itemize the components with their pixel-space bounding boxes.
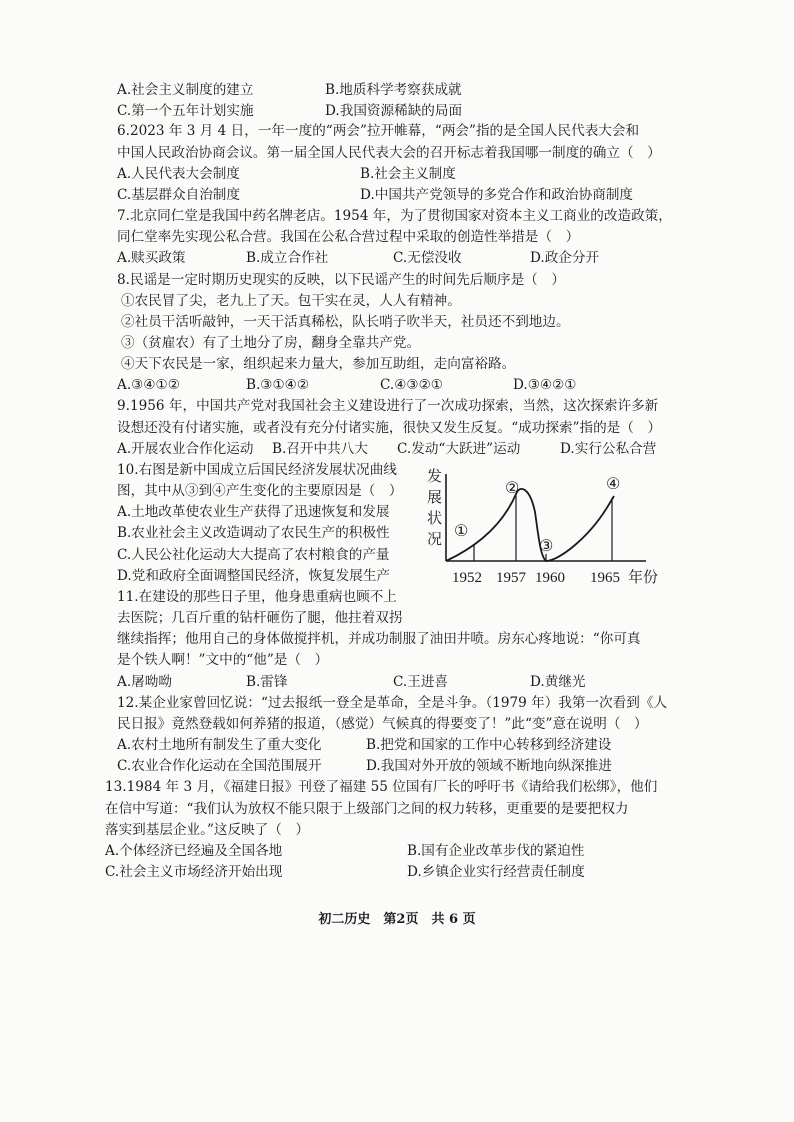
q12-stem-1: 12.某企业家曾回忆说：“过去报纸一登全是革命，全是斗争。（1979 年）我第一次看到《人 — [117, 695, 668, 711]
q9-option-a: A.开展农业合作化运动 — [117, 441, 254, 457]
q8-item-2: ②社员干活听敲钟，一天干活真稀松，队长哨子吹半天，社员还不到地边。 — [121, 314, 570, 330]
q11-option-a: A.屠呦呦 — [117, 674, 172, 690]
q8-item-1: ①农民冒了尖，老九上了天。包干实在灵，人人有精神。 — [121, 293, 461, 309]
q8-item-3: ③（贫雇农）有了土地分了房，翻身全靠共产党。 — [121, 335, 421, 351]
q10-stem-1: 10.右图是新中国成立后国民经济发展状况曲线 — [117, 462, 397, 478]
q7-stem-2: 同仁堂率先实现公私合营。我国在公私合营过程中采取的创造性举措是（ ） — [117, 229, 580, 245]
ylabel-char-3: 状 — [427, 511, 443, 527]
marker-2: ② — [505, 478, 520, 497]
q6-option-c: C.基层群众自治制度 — [117, 187, 240, 203]
q12-option-b: B.把党和国家的工作中心转移到经济建设 — [366, 737, 612, 753]
q10-option-a: A.土地改革使农业生产获得了迅速恢复和发展 — [117, 504, 390, 520]
q11-option-c: C.王进喜 — [393, 674, 449, 690]
q11-stem-1: 11.在建设的那些日子里，他身患重病也顾不上 — [117, 589, 397, 605]
q8-option-a: A.③④①② — [117, 377, 180, 393]
q9-stem-1: 9.1956 年，中国共产党对我国社会主义建设进行了一次成功探索，当然，这次探索许多新 — [117, 398, 659, 414]
q6-option-d: D.中国共产党领导的多党合作和政治协商制度 — [360, 187, 634, 203]
xtick-1952: 1952 — [452, 570, 482, 586]
q13-option-c: C.社会主义市场经济开始出现 — [105, 864, 283, 880]
q12-option-c: C.农业合作化运动在全国范围展开 — [117, 758, 322, 774]
q12-stem-2: 民日报》竟然登载如何养猪的报道，（感觉）气候真的得要变了！”此“变”意在说明（ ） — [117, 716, 648, 732]
q8-option-d: D.③④②① — [513, 377, 577, 393]
q5-option-c: C.第一个五年计划实施 — [117, 103, 254, 119]
q11-option-d: D.黄继光 — [530, 674, 586, 690]
page-footer: 初二历史 第2页 共 6 页 — [318, 912, 476, 927]
q5-option-d: D.我国资源稀缺的局面 — [325, 103, 463, 119]
q13-stem-3: 落实到基层企业。”这反映了（ ） — [105, 822, 310, 838]
q11-stem-2: 去医院；几百斤重的钻杆砸伤了腿，他拄着双拐 — [117, 610, 403, 626]
q5-option-a: A.社会主义制度的建立 — [117, 82, 254, 98]
q8-stem: 8.民谣是一定时期历史现实的反映，以下民谣产生的时间先后顺序是（ ） — [117, 272, 565, 288]
q13-option-b: B.国有企业改革步伐的紧迫性 — [407, 843, 585, 859]
q13-option-d: D.乡镇企业实行经营责任制度 — [407, 864, 585, 880]
q6-option-a: A.人民代表大会制度 — [117, 166, 240, 182]
q13-option-a: A.个体经济已经遍及全国各地 — [105, 843, 283, 859]
q13-stem-1: 13.1984 年 3 月，《福建日报》刊登了福建 55 位国有厂长的呼吁书《请给我们松绑》，他们 — [105, 779, 658, 795]
q7-option-d: D.政企分开 — [530, 250, 600, 266]
q7-stem-1: 7.北京同仁堂是我国中药名牌老店。1954 年，为了贯彻国家对资本主义工商业的改造政策， — [117, 208, 672, 224]
q8-item-4: ④天下农民是一家，组织起来力量大，参加互助组，走向富裕路。 — [121, 356, 516, 372]
q10-option-d: D.党和政府全面调整国民经济，恢复发展生产 — [117, 568, 391, 584]
q10-option-b: B.农业社会主义改造调动了农民生产的积极性 — [117, 525, 390, 541]
ylabel-char-2: 展 — [427, 490, 443, 506]
q11-option-b: B.雷锋 — [246, 674, 288, 690]
q6-stem-1: 6.2023 年 3 月 4 日，一年一度的“两会”拉开帷幕，“两会”指的是全国人民代表大会和 — [117, 123, 640, 139]
q10-option-c: C.人民公社化运动大大提高了农村粮食的产量 — [117, 547, 390, 563]
q12-option-d: D.我国对外开放的领域不断地向纵深推进 — [366, 758, 612, 774]
q8-option-c: C.④③②① — [380, 377, 443, 393]
q7-option-b: B.成立合作社 — [246, 250, 329, 266]
q10-stem-2: 图，其中从③到④产生变化的主要原因是（ ） — [117, 483, 403, 499]
q7-option-a: A.赎买政策 — [117, 250, 186, 266]
x-unit-label: 年份 — [628, 570, 659, 586]
q11-stem-3: 继续指挥；他用自己的身体做搅拌机，并成功制服了油田井喷。房东心疼地说：“你可真 — [117, 631, 641, 647]
q9-stem-2: 设想还没有付诸实施，或者没有充分付诸实施，很快又发生反复。“成功探索”指的是（ ） — [117, 420, 662, 436]
q5-option-b: B.地质科学考察获成就 — [325, 82, 462, 98]
xtick-1965: 1965 — [590, 570, 620, 586]
q7-option-c: C.无偿没收 — [393, 250, 462, 266]
economic-development-curve — [418, 464, 673, 589]
ylabel-char-1: 发 — [427, 469, 443, 485]
marker-1: ① — [454, 521, 469, 540]
ylabel-char-4: 况 — [427, 532, 443, 548]
q12-option-a: A.农村土地所有制发生了重大变化 — [117, 737, 322, 753]
xtick-1960: 1960 — [535, 570, 565, 586]
xtick-1957: 1957 — [496, 570, 526, 586]
q9-option-b: B.召开中共八大 — [272, 441, 368, 457]
q9-option-c: C.发动“大跃进”运动 — [397, 441, 521, 457]
development-curve — [446, 489, 614, 561]
q6-stem-2: 中国人民政治协商会议。第一届全国人民代表大会的召开标志着我国哪一制度的确立（ ） — [117, 145, 661, 161]
q6-option-b: B.社会主义制度 — [360, 166, 456, 182]
q8-option-b: B.③①④② — [246, 377, 310, 393]
marker-3: ③ — [539, 536, 554, 555]
q11-stem-4: 是个铁人啊！”文中的“他”是（ ） — [117, 652, 329, 668]
marker-4: ④ — [606, 474, 621, 493]
q9-option-d: D.实行公私合营 — [560, 441, 657, 457]
q13-stem-2: 在信中写道：“我们认为放权不能只限于上级部门之间的权力转移，更重要的是要把权力 — [105, 801, 629, 817]
